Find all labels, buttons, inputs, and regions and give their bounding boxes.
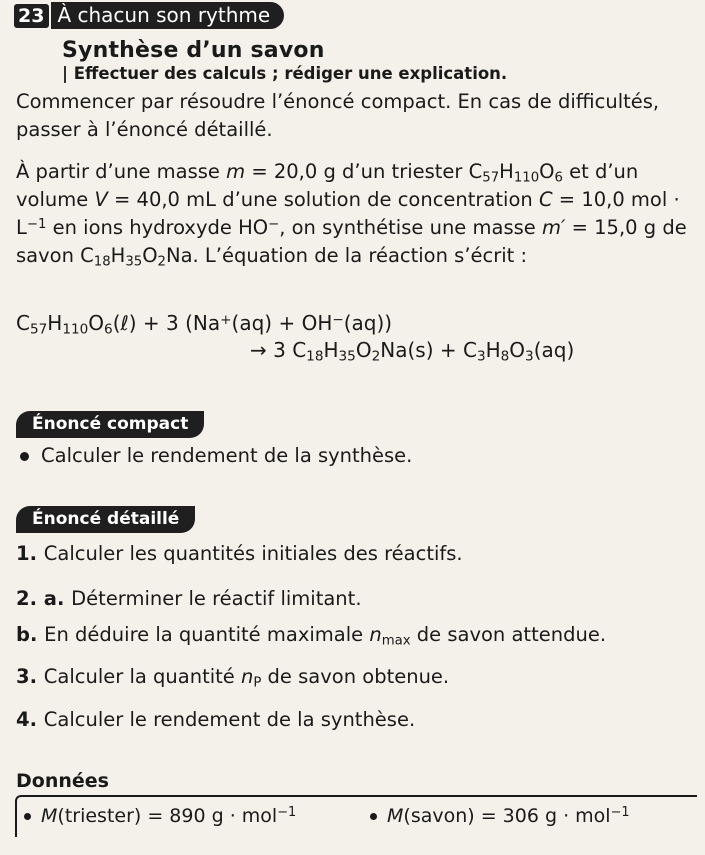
bullet-icon bbox=[20, 452, 29, 461]
bullet-icon bbox=[370, 813, 377, 820]
intro-paragraph: Commencer par résoudre l’énoncé compact. En cas de difficultés, passer à l’énoncé détaillé. bbox=[16, 90, 660, 141]
question-4: 4. Calculer le rendement de la synthèse. bbox=[16, 708, 416, 731]
exercise-header bbox=[14, 2, 284, 29]
compact-question: Calculer le rendement de la synthèse. bbox=[20, 444, 412, 467]
question-2a: 2. a. Déterminer le réactif limitant. bbox=[16, 587, 362, 610]
question-1: 1. Calculer les quantités initiales des réactifs. bbox=[16, 542, 463, 565]
question-3: 3. Calculer la quantité $n_P$ de savon obtenue. bbox=[16, 665, 450, 691]
skill-line: | Effectuer des calculs ; rédiger une explication. bbox=[62, 64, 508, 83]
exercise-number: 23 bbox=[14, 4, 49, 28]
data-molar-mass-soap: M(savon) = 306 g · mol$^{-1}$ bbox=[370, 805, 630, 827]
bullet-icon bbox=[24, 813, 31, 820]
data-molar-mass-triester: M(triester) = 890 g · mol$^{-1}$ bbox=[24, 805, 296, 827]
detailed-statement-label: Énoncé détaillé bbox=[16, 506, 195, 533]
compact-statement-label: Énoncé compact bbox=[16, 411, 204, 438]
reaction-equation-line2: → 3 $C_{18}H_{35}O_2Na(s) + C_3H_8O_3(aq)$ bbox=[250, 338, 575, 365]
exercise-title: Synthèse d’un savon bbox=[62, 38, 325, 63]
data-title: Données bbox=[16, 770, 109, 792]
reaction-equation-line1: $C_{57}H_{110}O_6(\ell) + 3$ (Na+(aq) + OH−(aq)) bbox=[16, 311, 393, 338]
question-2b: b. En déduire la quantité maximale $n_{max}$ de savon attendue. bbox=[16, 623, 607, 649]
exercise-category: À chacun son rythme bbox=[51, 2, 284, 29]
statement-paragraph: À partir d’une masse m = 20,0 g d’un triester $C_{57}H_{110}O_6$ et d’un volume V = 40,0 mL d’une solution de concentration C = 10,0 mol · $L^{-1}$ en ions hydroxyde HO−, on synthétise une masse m′ = 15,0 g de savon $C_{18}H_{35}O_2Na$. L’équation de la réaction s’écrit : bbox=[16, 160, 687, 270]
